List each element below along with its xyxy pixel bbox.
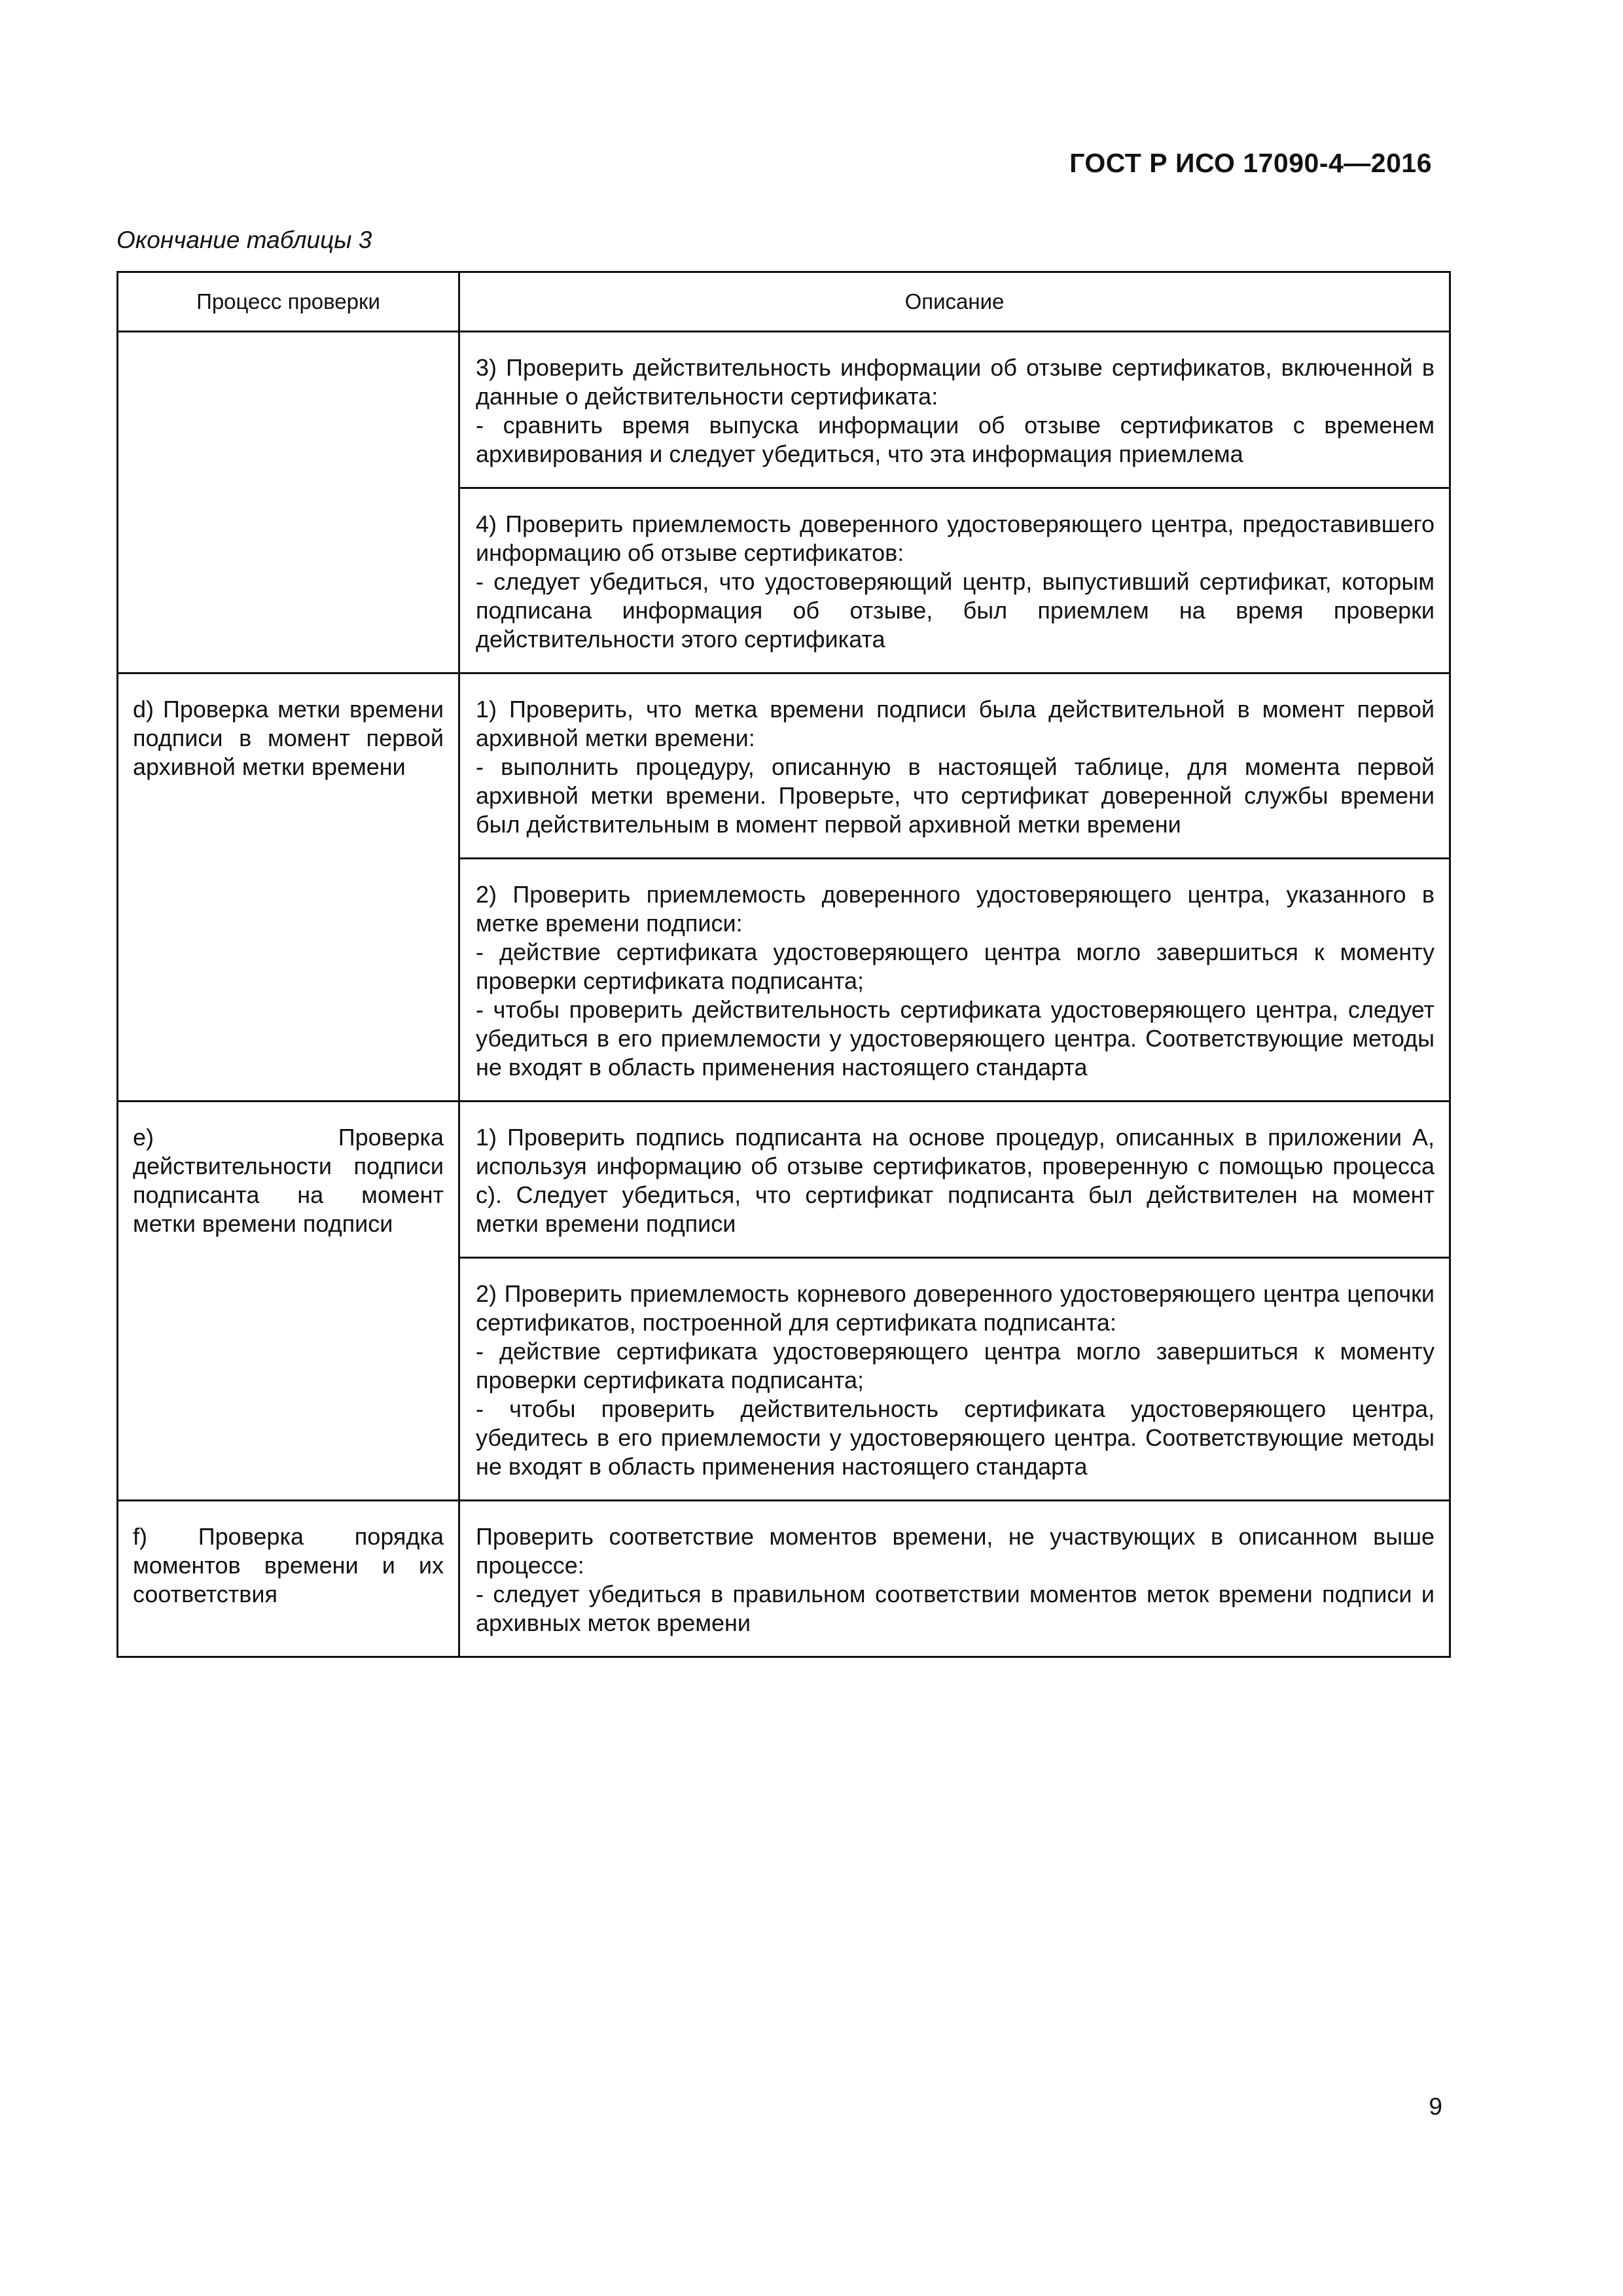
column-header-process: Процесс проверки [118,272,459,332]
description-cell [459,1102,1450,1258]
description-line: - следует убедиться, что удостоверяющий центр, выпустивший сертификат, которым подписана информация об отзыве, был приемлем на время проверки действительности этого сертификата [476,568,1435,653]
table-header-row [118,272,1450,332]
description-line: 1) Проверить, что метка времени подписи была действительной в момент первой архивной метки времени: [476,696,1435,751]
description-line: - чтобы проверить действительность сертификата удостоверяющего центра, следует убедиться в его приемлемости у удостоверяющего центра. Соответствующие методы не входят в область применения настоящего стандарта [476,996,1435,1081]
description-cell [459,488,1450,673]
table-row [118,1102,1450,1258]
description-line: - чтобы проверить действительность сертификата удостоверяющего центра, убедитесь в его приемлемости у удостоверяющего центра. Соответствующие методы не входят в область применения настоящего стандарта [476,1395,1435,1480]
description-line: 2) Проверить приемлемость корневого доверенного удостоверяющего центра цепочки сертификатов, построенной для сертификата подписанта: [476,1280,1435,1336]
description-line: 3) Проверить действительность информации об отзыве сертификатов, включенной в данные о действительности сертификата: [476,354,1435,410]
page-number: 9 [1429,2093,1442,2120]
process-cell [118,332,459,673]
description-cell [459,673,1450,859]
description-cell [459,1501,1450,1657]
description-cell [459,859,1450,1102]
document-code: ГОСТ Р ИСО 17090-4—2016 [1069,148,1432,178]
description-line: - выполнить процедуру, описанную в настоящей таблице, для момента первой архивной метки времени. Проверьте, что сертификат доверенной службы времени был действительным в момент первой архивной метки времени [476,753,1435,838]
process-cell: d) Проверка метки времени подписи в момент первой архивной метки времени [118,673,459,1102]
description-line: 1) Проверить подпись подписанта на основе процедур, описанных в приложении А, используя информацию об отзыве сертификатов, проверенную с помощью процесса c). Следует убедиться, что сертификат подписанта был действителен на момент метки времени подписи [476,1124,1435,1237]
table-row [118,673,1450,859]
description-line: 2) Проверить приемлемость доверенного удостоверяющего центра, указанного в метке времени подписи: [476,881,1435,937]
verification-table [116,271,1451,1658]
description-cell [459,332,1450,488]
description-line: 4) Проверить приемлемость доверенного удостоверяющего центра, предоставившего информацию об отзыве сертификатов: [476,511,1435,566]
description-line: - действие сертификата удостоверяющего центра могло завершиться к моменту проверки сертификата подписанта; [476,939,1435,994]
column-header-description: Описание [459,272,1450,332]
table-row [118,1501,1450,1657]
description-cell [459,1258,1450,1501]
description-line: - следует убедиться в правильном соответствии моментов меток времени подписи и архивных меток времени [476,1581,1435,1636]
table-row [118,332,1450,488]
table-caption: Окончание таблицы 3 [116,226,372,253]
description-line: - действие сертификата удостоверяющего центра могло завершиться к моменту проверки сертификата подписанта; [476,1338,1435,1393]
description-line: Проверить соответствие моментов времени, не участвующих в описанном выше процессе: [476,1523,1435,1579]
process-cell: e) Проверка действительности подписи подписанта на момент метки времени подписи [118,1102,459,1501]
process-cell: f) Проверка порядка моментов времени и их соответствия [118,1501,459,1657]
description-line: - сравнить время выпуска информации об отзыве сертификатов с временем архивирования и следует убедиться, что эта информация приемлема [476,412,1435,467]
